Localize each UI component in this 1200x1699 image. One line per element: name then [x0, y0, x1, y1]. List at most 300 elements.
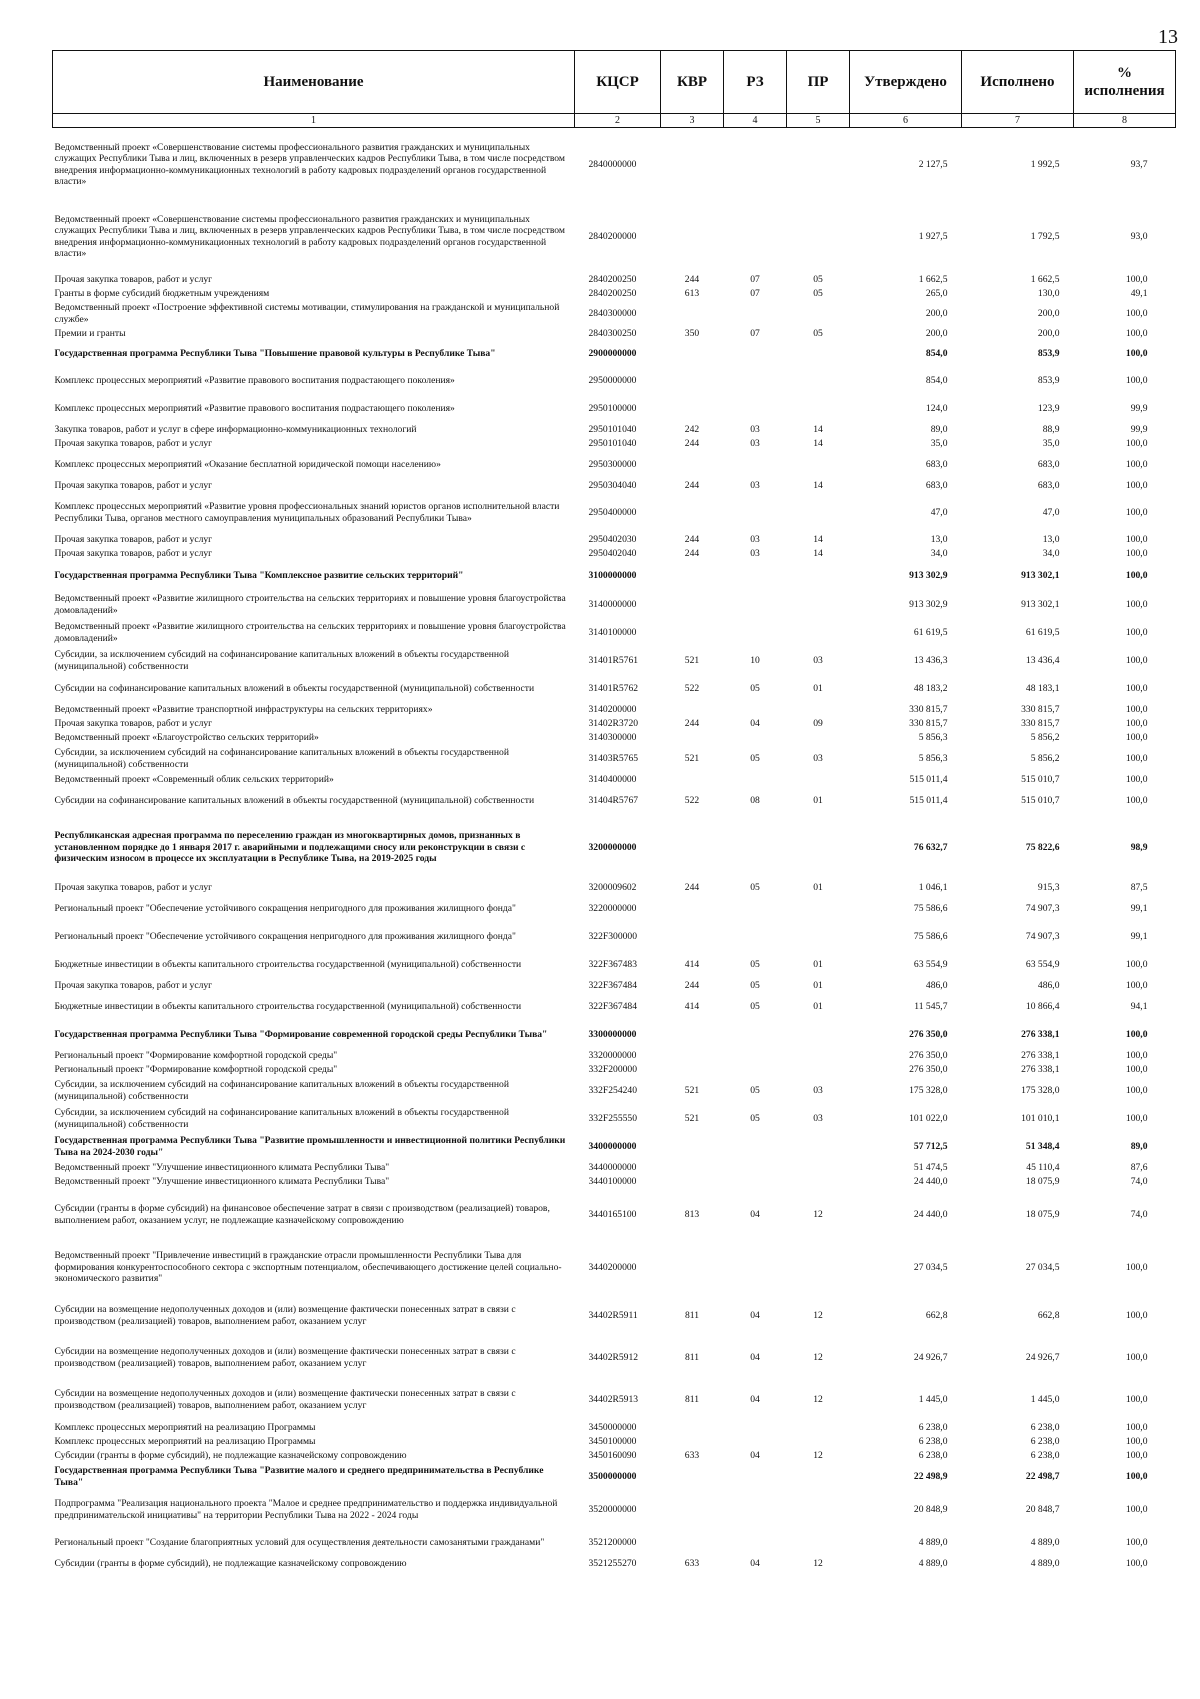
row-percent: 100,0 [1125, 1449, 1148, 1461]
column-number: 1 [53, 114, 575, 128]
row-rz [724, 922, 787, 950]
row-approved: 2 127,5 [918, 159, 948, 171]
row-name: Прочая закупка товаров, работ и услуг [54, 533, 213, 545]
row-name: Региональный проект "Обеспечение устойчивого сокращения непригодного для проживания жилищного фонда" [54, 902, 516, 914]
row-pr [787, 1420, 850, 1434]
table-row [53, 786, 1176, 814]
row-rz: 04 [750, 1309, 760, 1321]
row-approved: 51 474,5 [913, 1161, 948, 1173]
row-executed: 915,3 [1037, 881, 1060, 893]
row-percent: 100,0 [1125, 1421, 1148, 1433]
row-kvr [661, 1132, 724, 1160]
row-name: Подпрограмма "Реализация национального проекта "Малое и среднее предпринимательство и поддержка индивидуальной предпринимательской инициативы" на территории Республики Тыва на 2022 - 2024 годы [54, 1498, 558, 1521]
row-kcsr: 332F255550 [588, 1112, 638, 1124]
table-row [53, 1020, 1176, 1048]
row-pr: 05 [813, 273, 823, 285]
row-approved: 276 350,0 [909, 1049, 948, 1061]
row-rz [724, 618, 787, 646]
row-percent: 100,0 [1125, 1261, 1148, 1273]
row-kvr [661, 1434, 724, 1448]
row-kvr: 244 [684, 717, 700, 729]
row-name: Государственная программа Республики Тыва "Комплексное развитие сельских территорий" [54, 569, 464, 581]
row-executed: 35,0 [1042, 437, 1060, 449]
row-kcsr: 3140200000 [588, 703, 637, 715]
row-percent: 74,0 [1130, 1208, 1148, 1220]
column-number: 8 [1074, 114, 1176, 128]
row-kvr: 613 [684, 287, 700, 299]
table-row [53, 422, 1176, 436]
row-kcsr: 34402R5912 [588, 1351, 639, 1363]
row-percent: 100,0 [1125, 1049, 1148, 1061]
table-row [53, 1076, 1176, 1104]
row-kvr [661, 590, 724, 618]
row-kvr [661, 894, 724, 922]
row-approved: 662,8 [925, 1309, 948, 1321]
row-kcsr: 3140300000 [588, 731, 637, 743]
row-kvr [661, 814, 724, 880]
row-pr: 14 [813, 479, 823, 491]
row-name: Ведомственный проект "Улучшение инвестиционного климата Республики Тыва" [54, 1175, 390, 1187]
row-kcsr: 2840200000 [588, 230, 637, 242]
row-pr [787, 200, 850, 272]
table-row [53, 128, 1176, 200]
row-name: Бюджетные инвестиции в объекты капитального строительства государственной (муниципальной) собственности [54, 1000, 522, 1012]
row-rz [724, 1490, 787, 1528]
header-row [53, 51, 1176, 114]
row-kvr [661, 1062, 724, 1076]
row-pr [787, 1020, 850, 1048]
row-pr [787, 450, 850, 478]
row-rz [724, 128, 787, 200]
table-row [53, 1556, 1176, 1570]
row-pr [787, 1174, 850, 1188]
row-rz [724, 450, 787, 478]
row-approved: 35,0 [930, 437, 948, 449]
row-kvr [661, 1528, 724, 1556]
row-name: Региональный проект "Формирование комфортной городской среды" [54, 1063, 338, 1075]
row-executed: 47,0 [1042, 506, 1060, 518]
row-executed: 22 498,7 [1025, 1470, 1060, 1482]
row-name: Субсидии (гранты в форме субсидий) на финансовое обеспечение затрат в связи с производством (реализацией) товаров, выполнением работ, оказанием услуг, не подлежащие казначейскому сопровождению [54, 1203, 550, 1226]
row-name: Ведомственный проект «Благоустройство сельских территорий» [54, 731, 319, 743]
row-executed: 1 662,5 [1030, 273, 1060, 285]
row-approved: 22 498,9 [913, 1470, 948, 1482]
row-pr: 14 [813, 547, 823, 559]
row-executed: 515 010,7 [1021, 773, 1060, 785]
row-kvr [661, 366, 724, 394]
row-kvr: 244 [684, 533, 700, 545]
row-kvr: 414 [684, 1000, 700, 1012]
row-kcsr: 34402R5913 [588, 1393, 639, 1405]
row-approved: 276 350,0 [909, 1063, 948, 1075]
row-rz [724, 560, 787, 590]
column-number-row [53, 114, 1176, 128]
row-kvr [661, 450, 724, 478]
row-executed: 486,0 [1037, 979, 1060, 991]
row-kcsr: 3450100000 [588, 1435, 637, 1447]
row-kvr: 811 [684, 1351, 700, 1363]
row-percent: 100,0 [1125, 374, 1148, 386]
row-pr: 14 [813, 533, 823, 545]
row-rz: 05 [750, 1000, 760, 1012]
row-approved: 1 927,5 [918, 230, 948, 242]
row-percent: 100,0 [1125, 1470, 1148, 1482]
table-row [53, 950, 1176, 978]
row-kcsr: 2950402040 [588, 547, 637, 559]
row-kvr: 244 [684, 479, 700, 491]
row-percent: 100,0 [1125, 1393, 1148, 1405]
row-name: Субсидии, за исключением субсидий на софинансирование капитальных вложений в объекты государственной (муниципальной) собственности [54, 1079, 509, 1102]
row-rz [724, 1240, 787, 1294]
row-name: Ведомственный проект "Улучшение инвестиционного климата Республики Тыва" [54, 1161, 390, 1173]
column-number: 4 [724, 114, 787, 128]
row-approved: 515 011,4 [909, 773, 948, 785]
row-name: Ведомственный проект «Совершенствование системы профессионального развития гражданских и муниципальных служащих Республики Тыва и лиц, включенных в резерв управленческих кадров Республики Тыва, в том числе посредством внедрения информационно-коммуникационных технологий в работу кадровых подразделений органов государственной власти» [54, 141, 565, 188]
table-row [53, 674, 1176, 702]
row-kcsr: 2950000000 [588, 374, 637, 386]
row-executed: 63 554,9 [1025, 958, 1060, 970]
row-name: Ведомственный проект «Развитие транспортной инфраструктуры на сельских территориях» [54, 703, 433, 715]
row-name: Ведомственный проект «Построение эффективной системы мотивации, стимулирования на гражданской и муниципальной службе» [54, 302, 560, 325]
table-row [53, 286, 1176, 300]
row-percent: 89,0 [1130, 1140, 1148, 1152]
row-name: Государственная программа Республики Тыва "Развитие промышленности и инвестиционной политики Республики Тыва на 2024-2030 годы" [54, 1135, 566, 1158]
row-kcsr: 3440000000 [588, 1161, 637, 1173]
table-row [53, 1240, 1176, 1294]
row-percent: 100,0 [1125, 773, 1148, 785]
table-row [53, 272, 1176, 286]
row-pr [787, 702, 850, 716]
row-rz [724, 1020, 787, 1048]
row-executed: 276 338,1 [1021, 1028, 1060, 1040]
row-kcsr: 322F300000 [588, 930, 638, 942]
header-kcsr: КЦСР [575, 51, 661, 114]
row-kvr: 242 [684, 423, 700, 435]
table-row [53, 1462, 1176, 1490]
row-executed: 45 110,4 [1026, 1161, 1060, 1173]
row-kvr: 244 [684, 547, 700, 559]
row-approved: 330 815,7 [909, 717, 948, 729]
row-pr: 03 [813, 1084, 823, 1096]
row-name: Комплекс процессных мероприятий «Развитие правового воспитания подрастающего поколения» [54, 402, 455, 414]
table-row [53, 772, 1176, 786]
header-pr: ПР [787, 51, 850, 114]
row-approved: 683,0 [925, 458, 948, 470]
table-row [53, 1048, 1176, 1062]
row-rz: 04 [750, 1208, 760, 1220]
row-kcsr: 3450160090 [588, 1449, 637, 1461]
row-kvr [661, 730, 724, 744]
row-approved: 11 545,7 [914, 1000, 948, 1012]
row-percent: 100,0 [1125, 1503, 1148, 1515]
row-pr [787, 730, 850, 744]
row-kvr: 244 [684, 437, 700, 449]
row-percent: 100,0 [1125, 1309, 1148, 1321]
row-kcsr: 3440200000 [588, 1261, 637, 1273]
row-executed: 6 238,0 [1030, 1435, 1060, 1447]
row-kcsr: 332F254240 [588, 1084, 638, 1096]
row-percent: 49,1 [1130, 287, 1148, 299]
row-kcsr: 3140000000 [588, 598, 637, 610]
row-rz: 07 [750, 287, 760, 299]
row-executed: 330 815,7 [1021, 703, 1060, 715]
row-pr: 14 [813, 423, 823, 435]
row-percent: 98,9 [1130, 841, 1148, 853]
row-percent: 100,0 [1125, 569, 1148, 581]
table-row [53, 394, 1176, 422]
row-kvr [661, 560, 724, 590]
row-kvr [661, 1462, 724, 1490]
table-row [53, 1528, 1176, 1556]
row-name: Субсидии на возмещение недополученных доходов и (или) возмещение фактически понесенных затрат в связи с производством (реализацией) товаров, выполнением работ, оказанием услуг [54, 1388, 516, 1411]
row-kcsr: 2950400000 [588, 506, 637, 518]
row-approved: 24 440,0 [913, 1208, 948, 1220]
row-kcsr: 2900000000 [588, 347, 637, 359]
row-kvr: 633 [684, 1557, 700, 1569]
row-executed: 6 238,0 [1030, 1421, 1060, 1433]
row-kcsr: 3440165100 [588, 1208, 637, 1220]
row-executed: 48 183,1 [1025, 682, 1060, 694]
row-percent: 100,0 [1125, 1536, 1148, 1548]
row-approved: 4 889,0 [918, 1557, 948, 1569]
row-percent: 100,0 [1125, 1084, 1148, 1096]
row-kcsr: 2840200250 [588, 287, 637, 299]
row-approved: 5 856,3 [918, 752, 948, 764]
row-kvr [661, 1420, 724, 1434]
row-pr [787, 300, 850, 326]
row-kcsr: 3440100000 [588, 1175, 637, 1187]
row-pr: 12 [813, 1208, 823, 1220]
row-name: Прочая закупка товаров, работ и услуг [54, 273, 213, 285]
row-pr [787, 394, 850, 422]
row-name: Региональный проект "Обеспечение устойчивого сокращения непригодного для проживания жилищного фонда" [54, 930, 516, 942]
row-pr: 12 [813, 1393, 823, 1405]
row-executed: 1 792,5 [1030, 230, 1060, 242]
header-kvr: КВР [661, 51, 724, 114]
row-executed: 276 338,1 [1021, 1049, 1060, 1061]
row-name: Прочая закупка товаров, работ и услуг [54, 479, 213, 491]
table-row [53, 436, 1176, 450]
row-rz [724, 702, 787, 716]
row-approved: 913 302,9 [909, 598, 948, 610]
column-number: 6 [850, 114, 962, 128]
row-kvr [661, 340, 724, 366]
row-kvr: 244 [684, 979, 700, 991]
table-row [53, 1132, 1176, 1160]
row-kvr [661, 922, 724, 950]
row-percent: 100,0 [1125, 458, 1148, 470]
row-rz: 04 [750, 1393, 760, 1405]
row-rz [724, 1174, 787, 1188]
row-percent: 100,0 [1125, 533, 1148, 545]
row-kcsr: 3300000000 [588, 1028, 637, 1040]
row-kcsr: 2840300250 [588, 327, 637, 339]
table-row [53, 1448, 1176, 1462]
row-kcsr: 3140400000 [588, 773, 637, 785]
row-percent: 93,7 [1130, 159, 1148, 171]
budget-execution-table [52, 50, 1176, 1570]
row-pr: 01 [813, 881, 823, 893]
row-kvr: 244 [684, 881, 700, 893]
row-name: Комплекс процессных мероприятий «Оказание бесплатной юридической помощи населению» [54, 458, 441, 470]
row-percent: 100,0 [1125, 958, 1148, 970]
row-kvr [661, 1048, 724, 1062]
row-percent: 100,0 [1125, 626, 1148, 638]
row-name: Региональный проект "Формирование комфортной городской среды" [54, 1049, 338, 1061]
row-name: Региональный проект "Создание благоприятных условий для осуществления деятельности самозанятыми гражданами" [54, 1536, 545, 1548]
table-row [53, 450, 1176, 478]
row-rz [724, 1048, 787, 1062]
table-row [53, 1174, 1176, 1188]
row-kvr [661, 300, 724, 326]
row-pr [787, 618, 850, 646]
row-rz: 08 [750, 794, 760, 806]
row-approved: 47,0 [930, 506, 948, 518]
row-kvr: 521 [684, 1112, 700, 1124]
row-approved: 854,0 [925, 347, 948, 359]
row-executed: 853,9 [1037, 374, 1060, 386]
row-percent: 100,0 [1125, 654, 1148, 666]
row-pr: 03 [813, 654, 823, 666]
table-body [53, 128, 1176, 1570]
row-executed: 4 889,0 [1030, 1536, 1060, 1548]
row-kcsr: 31401R5761 [588, 654, 639, 666]
row-approved: 1 445,0 [918, 1393, 948, 1405]
row-rz [724, 1528, 787, 1556]
row-pr: 09 [813, 717, 823, 729]
table-row [53, 880, 1176, 894]
row-rz [724, 300, 787, 326]
row-pr: 14 [813, 437, 823, 449]
row-approved: 75 586,6 [913, 930, 948, 942]
row-rz [724, 814, 787, 880]
row-kcsr: 3500000000 [588, 1470, 637, 1482]
row-kcsr: 2950402030 [588, 533, 637, 545]
row-percent: 100,0 [1125, 598, 1148, 610]
row-name: Субсидии (гранты в форме субсидий), не подлежащие казначейскому сопровождению [54, 1557, 407, 1569]
row-approved: 6 238,0 [918, 1449, 948, 1461]
row-percent: 99,1 [1130, 902, 1148, 914]
row-approved: 5 856,3 [918, 731, 948, 743]
row-pr: 01 [813, 958, 823, 970]
table-row [53, 618, 1176, 646]
row-executed: 5 856,2 [1030, 752, 1060, 764]
row-percent: 99,9 [1130, 423, 1148, 435]
row-rz [724, 1132, 787, 1160]
row-name: Прочая закупка товаров, работ и услуг [54, 547, 213, 559]
table-row [53, 702, 1176, 716]
row-approved: 265,0 [925, 287, 948, 299]
row-executed: 13,0 [1042, 533, 1060, 545]
row-pr: 03 [813, 1112, 823, 1124]
row-executed: 515 010,7 [1021, 794, 1060, 806]
row-kcsr: 31404R5767 [588, 794, 639, 806]
header-percent: % исполнения [1074, 51, 1176, 114]
table-row [53, 590, 1176, 618]
row-executed: 75 822,6 [1025, 841, 1060, 853]
row-executed: 27 034,5 [1025, 1261, 1060, 1273]
row-kcsr: 2840000000 [588, 159, 637, 171]
table-row [53, 340, 1176, 366]
row-executed: 330 815,7 [1021, 717, 1060, 729]
row-kcsr: 332F200000 [588, 1063, 638, 1075]
budget-execution-table-container [52, 50, 1175, 1570]
row-kcsr: 2950304040 [588, 479, 637, 491]
row-name: Государственная программа Республики Тыва "Развитие малого и среднего предпринимательства в Республике Тыва" [54, 1465, 544, 1488]
row-executed: 175 328,0 [1021, 1084, 1060, 1096]
row-approved: 24 926,7 [913, 1351, 948, 1363]
table-row [53, 1490, 1176, 1528]
table-row [53, 1294, 1176, 1336]
row-kvr [661, 1160, 724, 1174]
row-rz: 04 [750, 1351, 760, 1363]
table-row [53, 922, 1176, 950]
row-pr: 01 [813, 794, 823, 806]
row-kvr: 414 [684, 958, 700, 970]
row-percent: 93,0 [1130, 230, 1148, 242]
row-kvr [661, 618, 724, 646]
page-number: 13 [1158, 26, 1178, 48]
row-approved: 276 350,0 [909, 1028, 948, 1040]
row-kcsr: 3400000000 [588, 1140, 637, 1152]
row-pr: 12 [813, 1449, 823, 1461]
row-rz: 03 [750, 423, 760, 435]
row-pr [787, 366, 850, 394]
row-pr [787, 128, 850, 200]
row-percent: 100,0 [1125, 1557, 1148, 1569]
row-kvr: 811 [684, 1309, 700, 1321]
row-percent: 100,0 [1125, 682, 1148, 694]
row-kcsr: 2840200250 [588, 273, 637, 285]
row-pr [787, 340, 850, 366]
row-pr [787, 1048, 850, 1062]
row-approved: 1 046,1 [918, 881, 948, 893]
row-name: Субсидии на софинансирование капитальных вложений в объекты государственной (муниципальной) собственности [54, 682, 535, 694]
row-percent: 100,0 [1125, 506, 1148, 518]
row-kcsr: 322F367484 [588, 979, 638, 991]
table-row [53, 1104, 1176, 1132]
row-kvr: 813 [684, 1208, 700, 1220]
row-executed: 913 302,1 [1021, 569, 1060, 581]
row-name: Субсидии, за исключением субсидий на софинансирование капитальных вложений в объекты государственной (муниципальной) собственности [54, 649, 509, 672]
row-percent: 99,9 [1130, 402, 1148, 414]
header-name: Наименование [53, 51, 575, 114]
row-percent: 74,0 [1130, 1175, 1148, 1187]
row-kvr: 244 [684, 273, 700, 285]
row-name: Субсидии, за исключением субсидий на софинансирование капитальных вложений в объекты государственной (муниципальной) собственности [54, 747, 509, 770]
row-kcsr: 3100000000 [588, 569, 637, 581]
row-approved: 101 022,0 [909, 1112, 948, 1124]
table-row [53, 1160, 1176, 1174]
row-approved: 61 619,5 [913, 626, 948, 638]
row-kcsr: 3200000000 [588, 841, 637, 853]
row-rz [724, 1462, 787, 1490]
table-row [53, 730, 1176, 744]
row-rz: 05 [750, 1084, 760, 1096]
row-approved: 20 848,9 [913, 1503, 948, 1515]
row-kvr [661, 1174, 724, 1188]
row-kcsr: 31401R5762 [588, 682, 639, 694]
header-executed: Исполнено [962, 51, 1074, 114]
row-kcsr: 31403R5765 [588, 752, 639, 764]
row-kcsr: 3521255270 [588, 1557, 637, 1569]
row-rz: 03 [750, 547, 760, 559]
row-executed: 20 848,7 [1025, 1503, 1060, 1515]
row-pr: 05 [813, 287, 823, 299]
row-executed: 10 866,4 [1025, 1000, 1060, 1012]
row-rz [724, 366, 787, 394]
row-approved: 683,0 [925, 479, 948, 491]
